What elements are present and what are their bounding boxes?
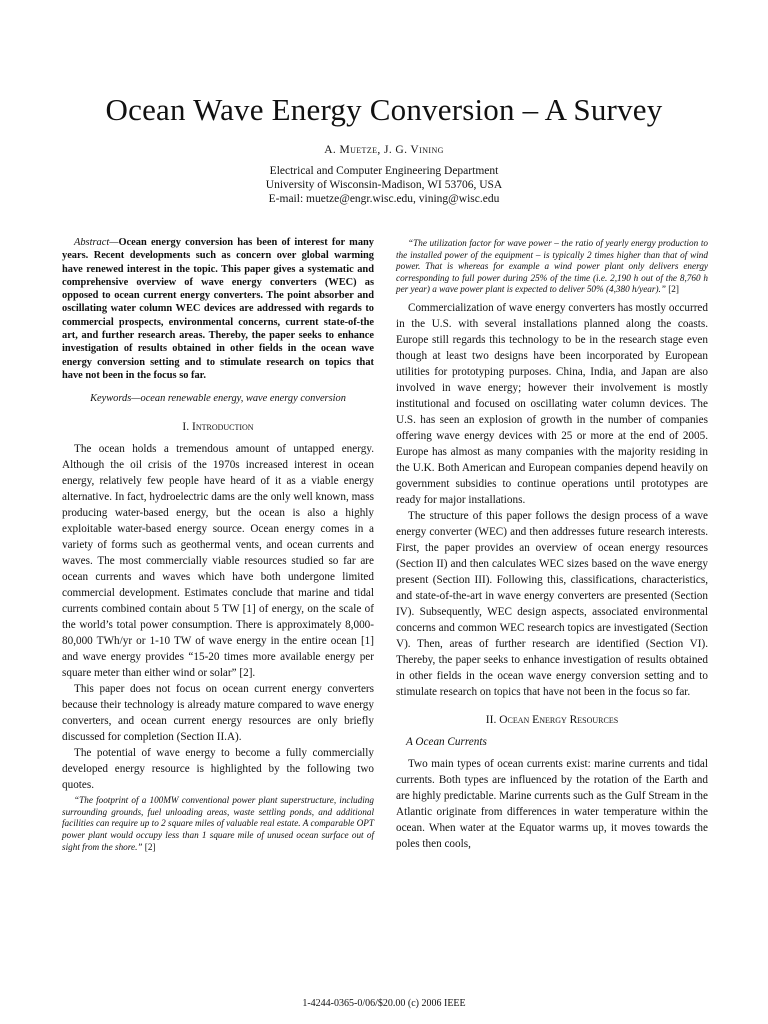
abstract-label: Abstract—: [74, 237, 119, 248]
intro-paragraph-3: The potential of wave energy to become a fully commercially developed energy resource is highlighted by the following two quotes.: [62, 747, 374, 792]
intro-paragraph-4: Commercialization of wave energy converters has mostly occurred in the U.S. with several installations planned along the coasts. Europe still regards this technology to be in the research stage even though at least two designs have been incorporated by European utilities for prototyping purposes. China, India, and Japan are also involved in wave energy; however their involvement is mostly institutional and focused on oscillating water column devices. The U.S. has seen an explosion of growth in the number of companies offering wave energy devices with 25 or more at the end of 2005. Europe has almost as many companies with the majority residing in the U.K. Both American and European companies depend heavily on government subsidies to continue operations until prototypes are ready for major installations.: [396, 301, 708, 506]
affiliation-department: Electrical and Computer Engineering Department: [269, 165, 499, 177]
intro-paragraph-2: This paper does not focus on ocean current energy converters because their technology is already mature compared to wave energy converters, and ocean current energy resources are only briefly discussed for completion (Section II.A).: [62, 683, 374, 744]
affiliation-university: University of Wisconsin-Madison, WI 53706, USA: [265, 179, 503, 191]
section-heading-ocean-resources: II. Ocean Energy Resources: [485, 713, 619, 726]
right-column: [396, 236, 708, 852]
abstract: [62, 236, 374, 382]
intro-paragraph-5: The structure of this paper follows the design process of a wave energy converter (WEC) and then addresses future research interests. First, the paper provides an overview of ocean energy resources (Section II) and then calculates WEC sizes based on the wave energy present (Section III). Following this, classifications, characteristics, and state-of-the-art in wave energy converters are presented (Section IV). Subsequently, WEC design aspects, associated environmental concerns and common WEC research topics are investigated (Section V). Then, areas of further research are identified (Section VI). Thereby, the paper seeks to enhance investigation of results obtained in other fields in the ocean wave energy conversion setting and to stimulate research on topics that have not been in the focus so far.: [396, 509, 708, 698]
quote-utilization-ref: [2]: [665, 284, 679, 295]
ocean-currents-paragraph: Two main types of ocean currents exist: marine currents and tidal currents. Both types are influenced by the rotation of the Earth and are highly predictable. Marine currents such as the Gulf Stream in the Atlantic originate from differences in water temperature within the ocean. When water at the Equator warms up, it moves towards the poles then cools,: [396, 757, 708, 850]
quote-utilization: [396, 238, 708, 296]
author-line: A. Muetze, J. G. Vining: [324, 144, 444, 156]
paper-title: Ocean Wave Energy Conversion – A Survey: [105, 92, 663, 127]
quote-footprint-ref: [2]: [142, 841, 156, 852]
keywords: Keywords—ocean renewable energy, wave energy conversion: [90, 393, 346, 405]
affiliation-block: [0, 164, 768, 206]
left-column: [62, 236, 374, 857]
abstract-text: Ocean energy conversion has been of interest for many years. Recent developments such as concern over global warming have renewed interest in the topic. This paper gives a systematic and comprehensive overview of wave energy converters (WEC) as opposed to ocean current energy converters. The point absorber and oscillating water column WEC devices are addressed with regards to commercial prospects, environmental concerns, current state-of-the art, and further research areas. Thereby, the paper seeks to enhance investigation of results obtained in other fields in the ocean wave energy conversion setting and to stimulate research on topics that have not been in the focus so far.: [62, 237, 374, 381]
intro-paragraph-1: The ocean holds a tremendous amount of untapped energy. Although the oil crisis of the 1970s increased interest in ocean energy, relatively few people have heard of it as a viable energy alternative. In fact, hydroelectric dams are the only well known, mass producing water-based energy, but the ocean is also a highly exploitable water-based energy source. Ocean energy comes in a variety of forms such as geothermal vents, and ocean currents and waves. The most commercially viable resources studied so far are ocean currents and waves which have both undergone limited commercial development. Estimates conclude that marine and tidal currents combined contain about 5 TW [1] of energy, on the scale of the world’s total power consumption. There is approximately 8,000-80,000 TWh/yr or 1-10 TW of wave energy in the entire ocean [1] and wave energy provides “15-20 times more available energy per square meter than either wind or solar” [2].: [62, 443, 374, 680]
section-heading-introduction: I. Introduction: [182, 421, 254, 434]
quote-footprint: [62, 795, 374, 853]
subsection-heading-ocean-currents: A Ocean Currents: [406, 735, 487, 748]
affiliation-email: E-mail: muetze@engr.wisc.edu, vining@wisc.edu: [268, 193, 500, 205]
quote-footprint-text: “The footprint of a 100MW conventional power plant superstructure, including surrounding grounds, fuel unloading areas, waste settling ponds, and additional facilities can require up to 2 square miles of valuable real estate. A comparable OPT power plant would occupy less than 1 square mile of unused ocean surface out of sight from the shore.”: [62, 795, 374, 852]
page-footer: 1-4244-0365-0/06/$20.00 (c) 2006 IEEE: [302, 998, 466, 1009]
quote-utilization-text: “The utilization factor for wave power – the ratio of yearly energy production to the installed power of the equipment – is typically 2 times higher than that of wind power. That is whereas for example a wind power plant only delivers energy corresponding to full power during 25% of the time (i.e. 2,190 h out of the 8,760 h per year) a wave power plant is expected to deliver 50% (4,380 h/year).”: [396, 238, 708, 295]
